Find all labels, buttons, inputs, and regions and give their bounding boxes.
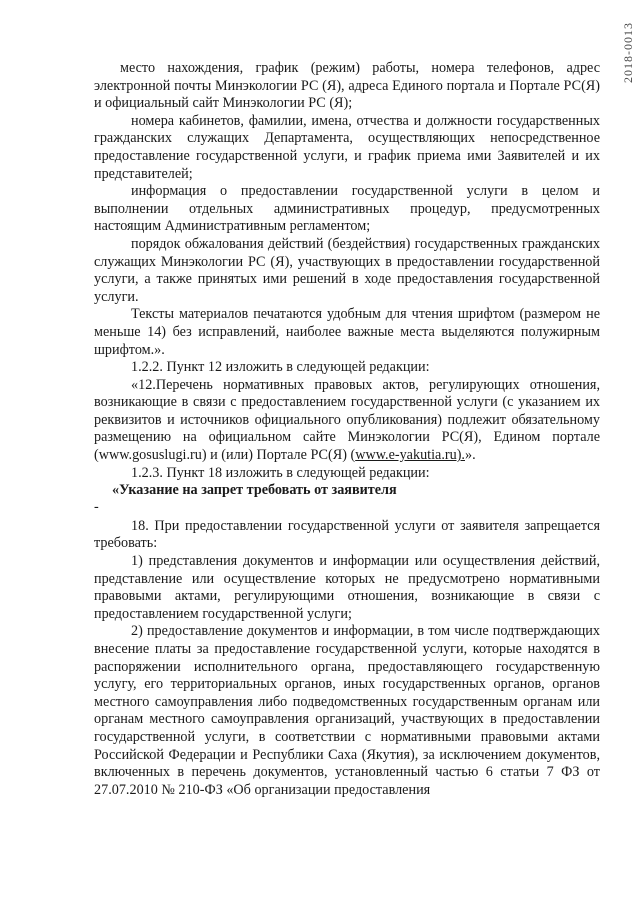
paragraph-clause-18-2: 2) предоставление документов и информации, в том числе подтверждающих внесение платы за предоставление государственной услуги, которые находятся в распоряжении исполнительного органа, предоставляющего государственную услугу, его территориальных органов, иных государственных органов, органов местного самоуправления либо подведомственных государственным органам или органам местного самоуправления организаций, участвующих в предоставлении государственной услуги, в соответствии с нормативными правовыми актами Российской Федерации и Республики Саха (Якутия), за исключением документов, включенных в перечень документов, установленный частью 6 статьи 7 ФЗ от 27.07.2010 № 210-ФЗ «Об организации предоставления [94, 623, 600, 798]
clause-12-end: ». [464, 447, 476, 464]
paragraph-item-1-2-2: 1.2.2. Пункт 12 изложить в следующей редакции: [131, 359, 430, 376]
dash-mark: - [94, 498, 99, 515]
paragraph-service-info: информация о предоставлении государственной услуги в целом и выполнении отдельных административных процедур, предусмотренных настоящим Административным регламентом; [94, 183, 600, 235]
paragraph-location-info: место нахождения, график (режим) работы, номера телефонов, адрес электронной почты Минэкологии РС (Я), адреса Единого портала и Портале РС(Я) и официальный сайт Минэкологии РС (Я); [94, 60, 600, 112]
paragraph-clause-18: 18. При предоставлении государственной услуги от заявителя запрещается требовать: [94, 517, 600, 552]
document-body [94, 60, 600, 799]
paragraph-item-1-2-3: 1.2.3. Пункт 18 изложить в следующей редакции: [131, 464, 430, 481]
paragraph-appeal-procedure: порядок обжалования действий (бездействия) государственных гражданских служащих Минэкологии РС (Я), участвующих в предоставлении государственной услуги, а также принятых ими решений в ходе предоставления государственной услуги. [94, 235, 600, 305]
paragraph-clause-12 [94, 377, 600, 465]
portal-link[interactable]: www.e-yakutia.ru). [355, 447, 465, 464]
section-heading: «Указание на запрет требовать от заявителя [112, 482, 397, 499]
paragraph-clause-18-1: 1) представления документов и информации или осуществления действий, представление или осуществление которых не предусмотрено нормативными правовыми актами, регулирующими отношения, возникающие в связи с предоставлением государственной услуги; [94, 553, 600, 622]
margin-stamp: 2018-0013 [621, 22, 635, 83]
paragraph-office-numbers: номера кабинетов, фамилии, имена, отчества и должности государственных гражданских служащих Департамента, осуществляющих непосредственное предоставление государственной услуги, и график приема ими Заявителей и их представителей; [94, 112, 600, 182]
paragraph-font-requirements: Тексты материалов печатаются удобным для чтения шрифтом (размером не меньше 14) без исправлений, наиболее важные места выделяются полужирным шрифтом.». [94, 306, 600, 358]
clause-12-text: «12.Перечень нормативных правовых актов, регулирующих отношения, возникающие в связи с предоставлением государственной услуги (с указанием их реквизитов и источников официального опубликования) подлежит обязательному размещению на официальном сайте Минэкологии РС(Я), Едином портале (www.gosuslugi.ru) и (или) Портале РС(Я) ( [94, 376, 600, 464]
